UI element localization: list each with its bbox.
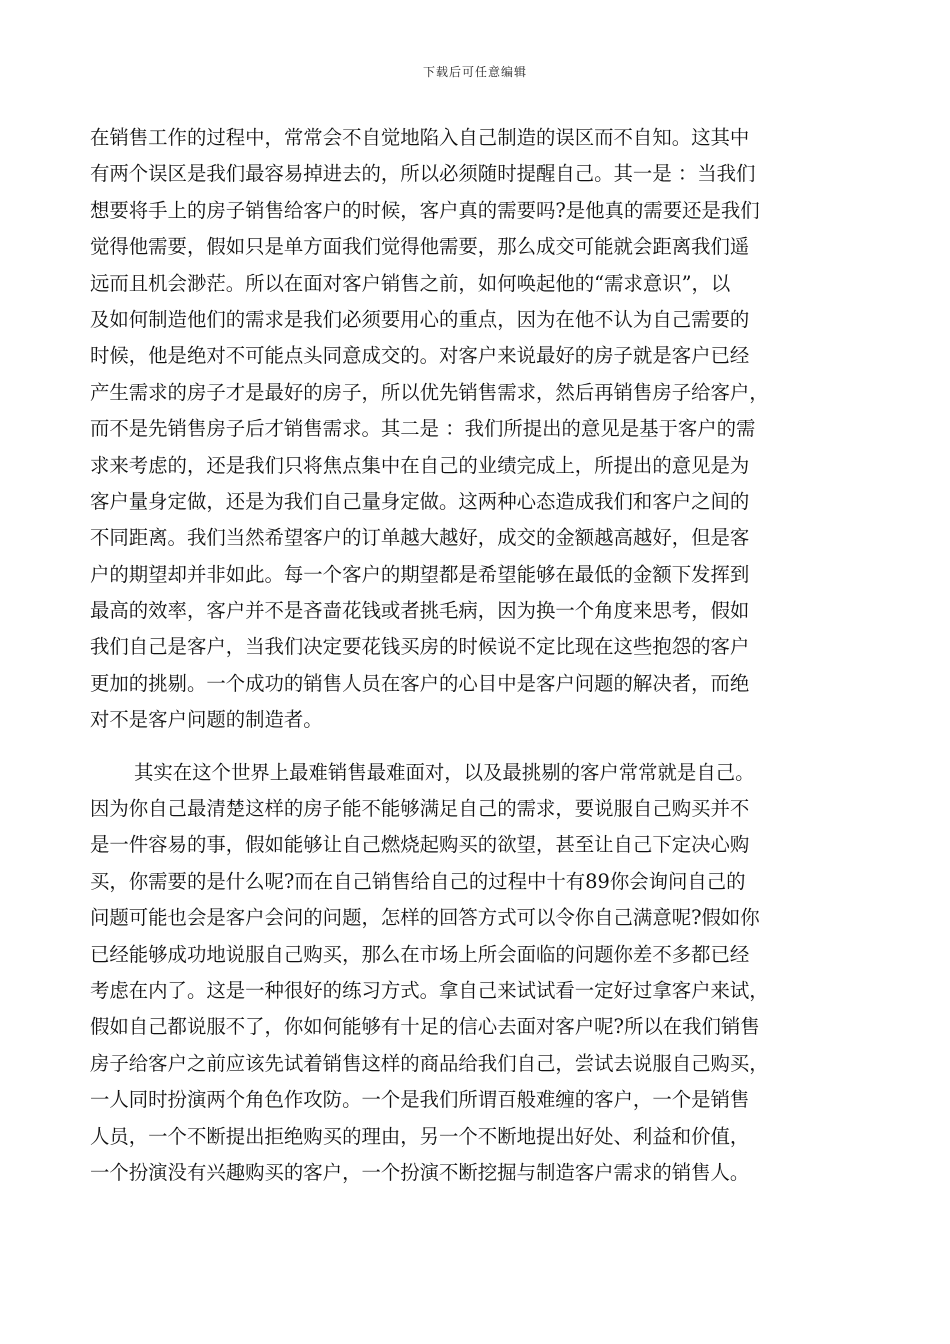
paragraph-line: 户的期望却并非如此。每一个客户的期望都是希望能够在最低的金额下发挥到 — [90, 562, 750, 586]
paragraph-line: 产生需求的房子才是最好的房子，所以优先销售需求，然后再销售房子给客户， — [90, 380, 769, 404]
paragraph-line: 假如自己都说服不了，你如何能够有十足的信心去面对客户呢?所以在我们销售 — [90, 1015, 760, 1039]
paragraph-spacer — [90, 739, 850, 755]
paragraph-line: 对不是客户问题的制造者。 — [90, 708, 323, 732]
paragraph-line: 客户量身定做，还是为我们自己量身定做。这两种心态造成我们和客户之间的 — [90, 489, 750, 513]
paragraph-line: 觉得他需要，假如只是单方面我们觉得他需要，那么成交可能就会距离我们遥 — [90, 235, 750, 259]
paragraph-line: 远而且机会渺茫。所以在面对客户销售之前，如何唤起他的“需求意识”，以 — [90, 271, 731, 295]
paragraph-line: 在销售工作的过程中，常常会不自觉地陷入自己制造的误区而不自知。这其中 — [90, 126, 750, 149]
paragraph-line: 有两个误区是我们最容易掉进去的，所以必须随时提醒自己。其一是 ：当我们 — [90, 162, 756, 186]
document-body — [90, 120, 850, 1191]
paragraph-2 — [90, 755, 850, 1192]
paragraph-line: 问题可能也会是客户会问的问题，怎样的回答方式可以令你自己满意呢?假如你 — [90, 906, 760, 930]
paragraph-line: 因为你自己最清楚这样的房子能不能够满足自己的需求，要说服自己购买并不 — [90, 797, 750, 821]
paragraph-line: 人员，一个不断提出拒绝购买的理由，另一个不断地提出好处、利益和价值， — [90, 1124, 750, 1148]
paragraph-line: 而不是先销售房子后才销售需求。其二是 ：我们所提出的意见是基于客户的需 — [90, 417, 756, 441]
paragraph-1 — [90, 120, 850, 739]
paragraph-line: 想要将手上的房子销售给客户的时候，客户真的需要吗?是他真的需要还是我们 — [90, 198, 760, 222]
paragraph-line: 时候，他是绝对不可能点头同意成交的。对客户来说最好的房子就是客户已经 — [90, 344, 750, 368]
paragraph-line: 我们自己是客户，当我们决定要花钱买房的时候说不定比现在这些抱怨的客户 — [90, 635, 750, 659]
paragraph-line: 考虑在内了。这是一种很好的练习方式。拿自己来试试看一定好过拿客户来试， — [90, 978, 769, 1002]
paragraph-line: 不同距离。我们当然希望客户的订单越大越好，成交的金额越高越好，但是客 — [90, 526, 750, 550]
paragraph-line: 是一件容易的事，假如能够让自己燃烧起购买的欲望，甚至让自己下定决心购 — [90, 833, 750, 857]
paragraph-line: 最高的效率，客户并不是吝啬花钱或者挑毛病，因为换一个角度来思考，假如 — [90, 599, 750, 623]
paragraph-line: 一人同时扮演两个角色作攻防。一个是我们所谓百般难缠的客户，一个是销售 — [90, 1088, 750, 1112]
paragraph-line: 房子给客户之前应该先试着销售这样的商品给我们自己，尝试去说服自己购买， — [90, 1051, 769, 1075]
paragraph-line: 其实在这个世界上最难销售最难面对，以及最挑剔的客户常常就是自己。 — [134, 760, 755, 784]
paragraph-line: 及如何制造他们的需求是我们必须要用心的重点，因为在他不认为自己需要的 — [90, 307, 750, 331]
paragraph-line: 求来考虑的，还是我们只将焦点集中在自己的业绩完成上，所提出的意见是为 — [90, 453, 750, 477]
page-header: 下载后可任意编辑 — [422, 65, 527, 79]
paragraph-line: 买，你需要的是什么呢?而在自己销售给自己的过程中十有89你会询问自己的 — [90, 869, 746, 893]
paragraph-line: 已经能够成功地说服自己购买，那么在市场上所会面临的问题你差不多都已经 — [90, 942, 750, 966]
paragraph-line: 一个扮演没有兴趣购买的客户，一个扮演不断挖掘与制造客户需求的销售人。 — [90, 1160, 750, 1184]
paragraph-line: 更加的挑剔。一个成功的销售人员在客户的心目中是客户问题的解决者，而绝 — [90, 671, 750, 695]
